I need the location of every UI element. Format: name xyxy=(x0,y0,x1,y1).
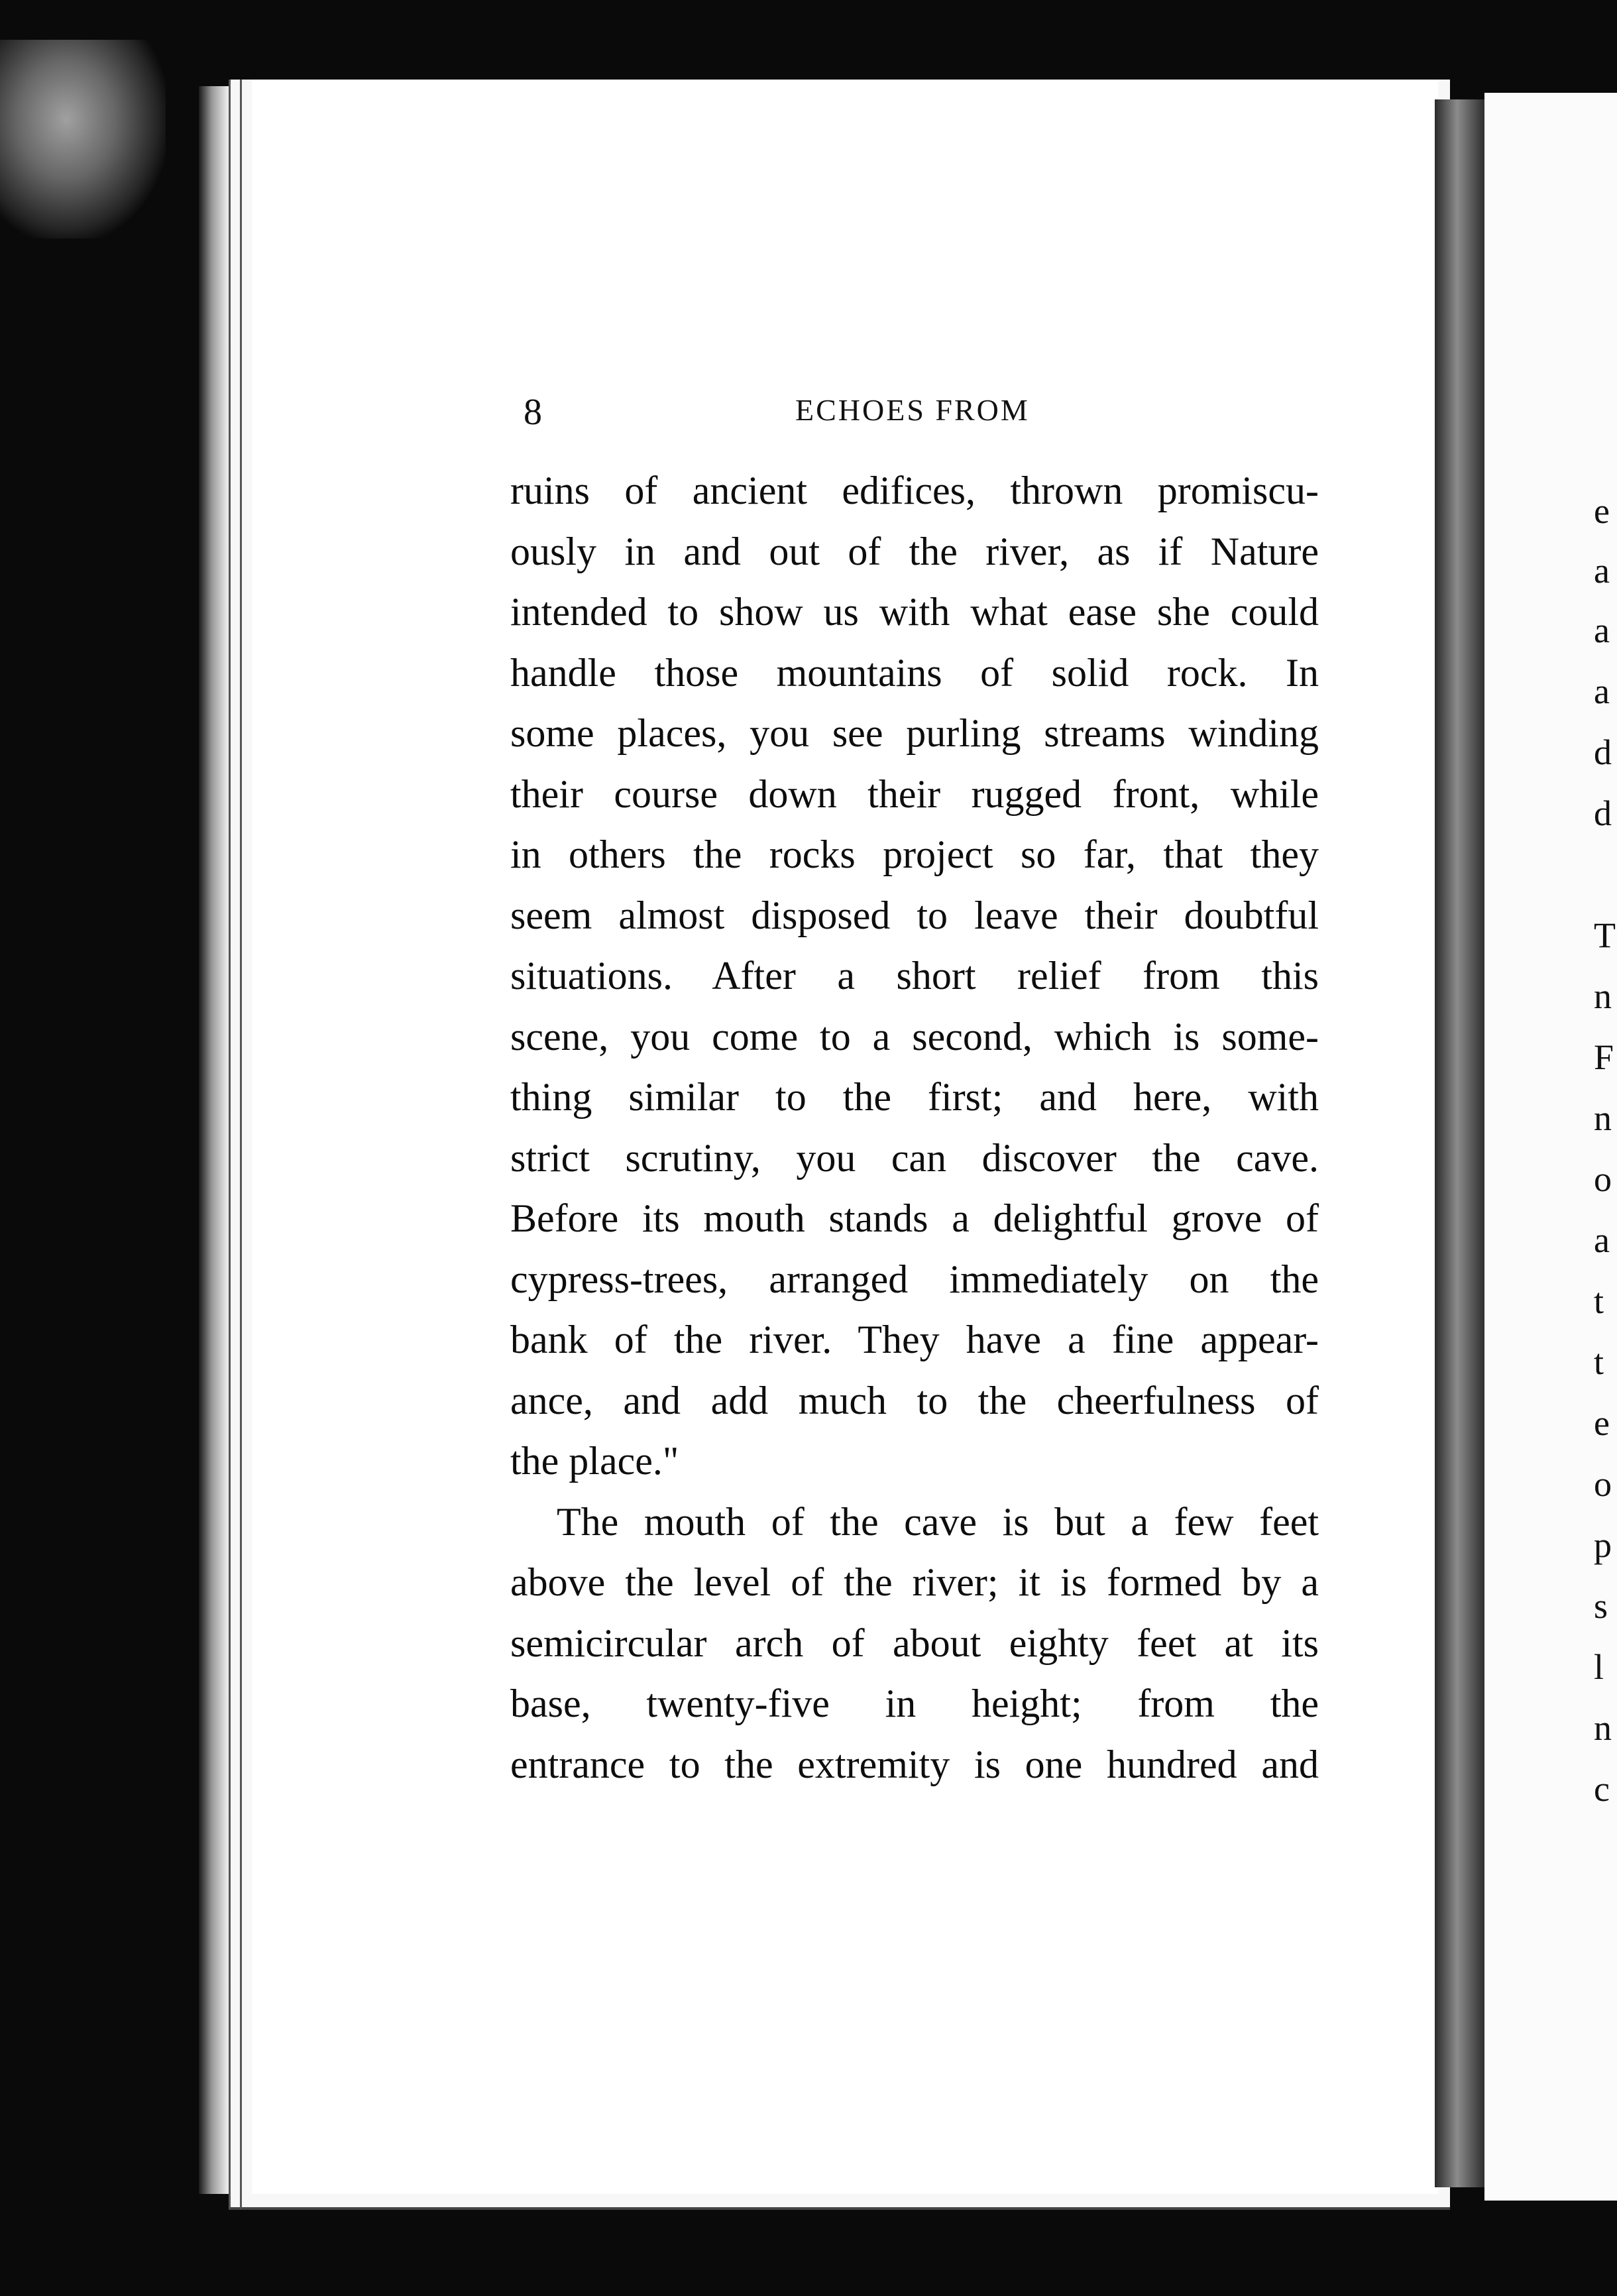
text-line: The mouth of the cave is but a few feet xyxy=(557,1499,1319,1544)
facing-page-fragment: e xyxy=(1594,491,1610,531)
page-header xyxy=(524,391,1319,437)
facing-page-fragment: d xyxy=(1594,793,1612,833)
facing-page-fragment: t xyxy=(1594,1342,1604,1382)
facing-page-fragment: s xyxy=(1594,1586,1608,1626)
text-line: base, twenty-five in height; from the xyxy=(510,1682,1319,1725)
facing-page-fragment: o xyxy=(1594,1464,1612,1504)
text-line: Before its mouth stands a delightful grove of xyxy=(510,1196,1319,1240)
text-line: ance, and add much to the cheerfulness of xyxy=(510,1378,1319,1422)
facing-page-fragment: a xyxy=(1594,1220,1610,1260)
text-line: intended to show us with what ease she could xyxy=(510,590,1319,634)
text-line: seem almost disposed to leave their doubtful xyxy=(510,893,1319,937)
text-line: ruins of ancient edifices, thrown promiscu- xyxy=(510,469,1319,512)
text-line: their course down their rugged front, while xyxy=(510,772,1319,816)
facing-page-fragment: n xyxy=(1594,976,1612,1016)
facing-page-fragment: o xyxy=(1594,1159,1612,1199)
facing-page-fragment: F xyxy=(1594,1037,1614,1077)
text-line: ously in and out of the river, as if Nature xyxy=(510,529,1319,573)
facing-page xyxy=(1484,93,1617,2201)
facing-page-fragment: a xyxy=(1594,610,1610,650)
text-line: semicircular arch of about eighty feet at its xyxy=(510,1621,1319,1665)
running-head: ECHOES FROM xyxy=(795,393,1030,427)
body-text xyxy=(510,461,1319,1795)
facing-page-fragment: e xyxy=(1594,1403,1610,1443)
facing-page-fragment: p xyxy=(1594,1525,1612,1565)
text-line: strict scrutiny, you can discover the cave. xyxy=(510,1135,1319,1180)
facing-page-fragment: T xyxy=(1594,915,1616,955)
text-line: the place." xyxy=(510,1439,679,1483)
facing-page-fragment: c xyxy=(1594,1769,1610,1809)
text-line: some places, you see purling streams winding xyxy=(510,711,1319,755)
facing-page-fragment: a xyxy=(1594,671,1610,711)
text-line: bank of the river. They have a fine appear- xyxy=(510,1318,1319,1361)
text-line: above the level of the river; it is formed by a xyxy=(510,1560,1319,1604)
torn-corner xyxy=(0,40,166,239)
text-line: entrance to the extremity is one hundred and xyxy=(510,1742,1319,1786)
book-gutter xyxy=(1435,99,1484,2187)
facing-page-fragment: n xyxy=(1594,1098,1612,1138)
text-line: cypress-trees, arranged immediately on the xyxy=(510,1257,1319,1301)
text-line: situations. After a short relief from this xyxy=(510,954,1319,998)
facing-page-fragment: d xyxy=(1594,732,1612,772)
facing-page-fragment: a xyxy=(1594,551,1610,591)
text-line: thing similar to the first; and here, with xyxy=(510,1075,1319,1119)
text-line: in others the rocks project so far, that they xyxy=(510,832,1319,876)
page-number: 8 xyxy=(524,392,542,433)
text-line: scene, you come to a second, which is some- xyxy=(510,1014,1319,1059)
facing-page-fragment: l xyxy=(1594,1647,1604,1687)
facing-page-fragment: n xyxy=(1594,1708,1612,1748)
facing-page-fragment: t xyxy=(1594,1281,1604,1321)
text-line: handle those mountains of solid rock. In xyxy=(510,650,1319,695)
